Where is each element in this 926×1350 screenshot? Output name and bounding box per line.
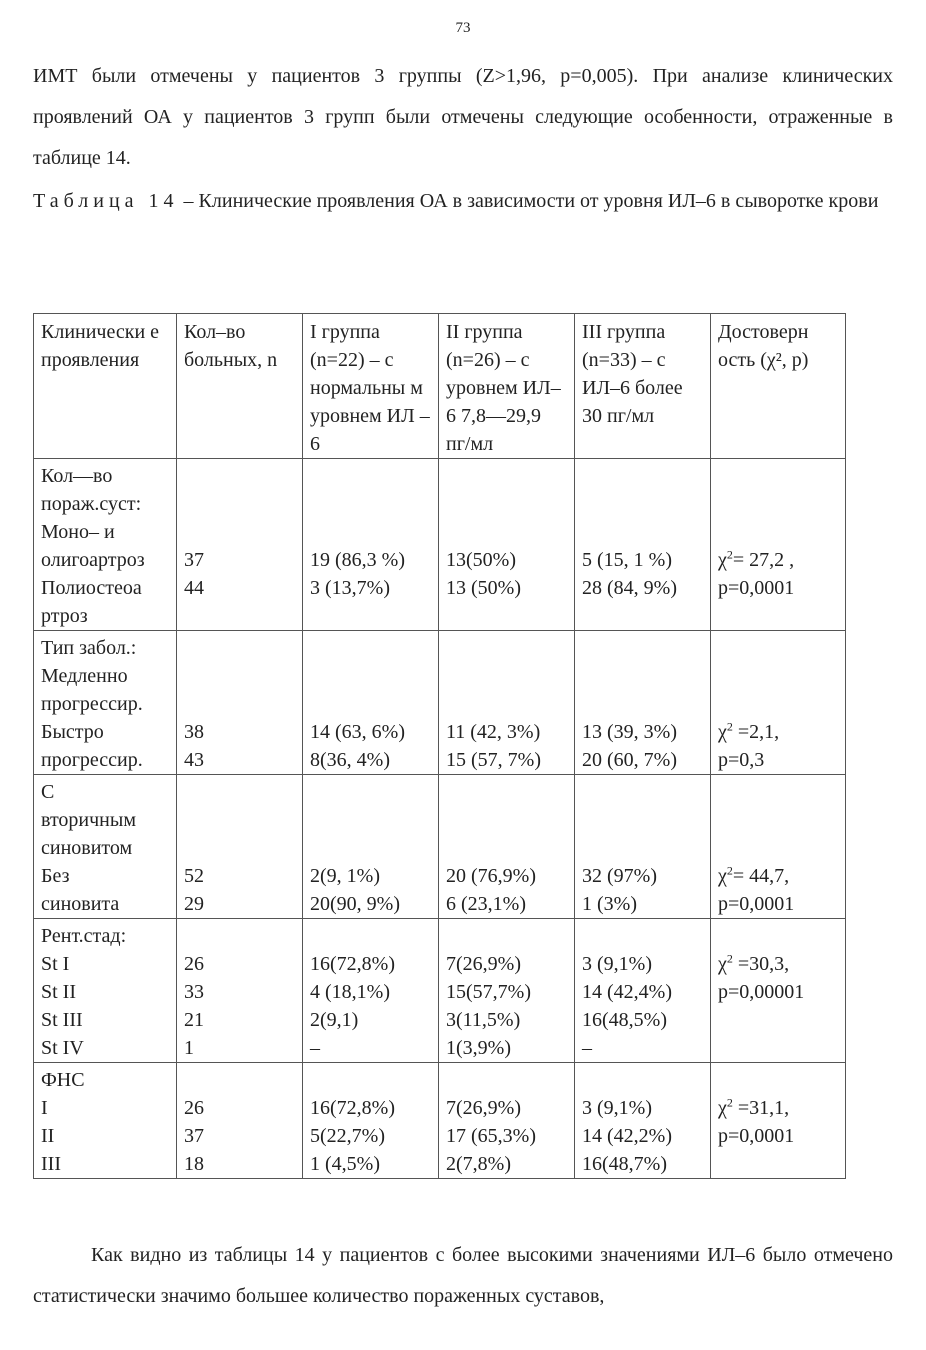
header-cell xyxy=(711,314,846,459)
cell-line: синовита xyxy=(41,893,120,915)
cell-lines xyxy=(446,634,570,774)
group-3-cell xyxy=(575,919,711,1063)
cell-line: 1(3,9%) xyxy=(446,1037,511,1059)
cell-lines xyxy=(310,922,434,1062)
cell-line: прогрессир. xyxy=(41,749,143,771)
header-text: I группа (n=22) – с нормальны м уровнем ИЛ –6 xyxy=(310,321,430,455)
cell-line: 13 (39, 3%) xyxy=(582,721,677,743)
header-text: Достоверн ость (χ², р) xyxy=(718,321,809,371)
spacer-line xyxy=(446,662,570,690)
header-text: III группа (n=33) – с ИЛ–6 более 30 пг/мл xyxy=(582,321,683,427)
cell-line: 1 (3%) xyxy=(582,893,637,915)
cell-line: 19 (86,3 %) xyxy=(310,549,405,571)
page-number: 73 xyxy=(455,20,471,36)
cell-line: 16(72,8%) xyxy=(310,1097,395,1119)
patient-count-cell xyxy=(177,775,303,919)
spacer-line xyxy=(310,922,434,950)
spacer-line xyxy=(582,518,706,546)
cell-line: олигоартроз xyxy=(41,549,145,571)
cell-line: 21 xyxy=(184,1009,204,1031)
cell-line: 20 (60, 7%) xyxy=(582,749,677,771)
cell-line: I xyxy=(41,1097,48,1119)
cell-line: Тип забол.: xyxy=(41,637,137,659)
spacer-line xyxy=(446,1066,570,1094)
cell-line: 52 xyxy=(184,865,204,887)
spacer-line xyxy=(582,634,706,662)
spacer-line xyxy=(582,834,706,862)
cell-line: 5 (15, 1 %) xyxy=(582,549,672,571)
cell-lines xyxy=(41,922,172,1062)
cell-line: 28 (84, 9%) xyxy=(582,577,677,599)
patient-count-cell xyxy=(177,459,303,631)
cell-lines xyxy=(582,1066,706,1178)
cell-line: p=0,00001 xyxy=(718,981,805,1003)
cell-lines xyxy=(582,778,706,918)
cell-lines xyxy=(41,634,172,774)
cell-line: 26 xyxy=(184,953,204,975)
group-2-cell xyxy=(439,459,575,631)
spacer-line xyxy=(718,518,841,546)
cell-line: 18 xyxy=(184,1153,204,1175)
spacer-line xyxy=(446,490,570,518)
cell-lines xyxy=(41,462,172,630)
cell-lines xyxy=(41,1066,172,1178)
spacer-line xyxy=(582,690,706,718)
table-row xyxy=(34,775,846,919)
spacer-line xyxy=(718,778,841,806)
clinical-manifestations-table xyxy=(33,313,846,1179)
group-3-cell xyxy=(575,631,711,775)
group-1-cell xyxy=(303,1063,439,1179)
significance-cell xyxy=(711,775,846,919)
cell-line: Рент.стад: xyxy=(41,925,127,947)
significance-cell xyxy=(711,919,846,1063)
cell-line: 3 (13,7%) xyxy=(310,577,390,599)
significance-cell xyxy=(711,1063,846,1179)
group-2-cell xyxy=(439,775,575,919)
cell-lines xyxy=(582,462,706,602)
cell-line: 3 (9,1%) xyxy=(582,953,652,975)
spacer-line xyxy=(718,834,841,862)
header-text: II группа (n=26) – с уровнем ИЛ–6 7,8—29,9 пг/мл xyxy=(446,321,561,455)
spacer-line xyxy=(718,634,841,662)
group-1-cell xyxy=(303,775,439,919)
spacer-line xyxy=(184,834,298,862)
cell-line: St III xyxy=(41,1009,83,1031)
group-1-cell xyxy=(303,631,439,775)
table-body xyxy=(34,459,846,1179)
header-cell xyxy=(34,314,177,459)
cell-line: 16(48,5%) xyxy=(582,1009,667,1031)
cell-line: 14 (42,2%) xyxy=(582,1125,672,1147)
cell-line: 17 (65,3%) xyxy=(446,1125,536,1147)
spacer-line xyxy=(718,462,841,490)
row-label-cell xyxy=(34,459,177,631)
cell-lines xyxy=(446,778,570,918)
spacer-line xyxy=(310,1066,434,1094)
spacer-line xyxy=(184,778,298,806)
cell-lines xyxy=(184,462,298,602)
row-label-cell xyxy=(34,919,177,1063)
group-2-cell xyxy=(439,919,575,1063)
cell-line: $\chi^2 =31,1$, xyxy=(718,1095,790,1119)
group-3-cell xyxy=(575,775,711,919)
spacer-line xyxy=(446,834,570,862)
cell-lines xyxy=(446,922,570,1062)
spacer-line xyxy=(184,806,298,834)
spacer-line xyxy=(184,462,298,490)
spacer-line xyxy=(582,1066,706,1094)
spacer-line xyxy=(310,490,434,518)
spacer-line xyxy=(310,518,434,546)
cell-line: 16(72,8%) xyxy=(310,953,395,975)
patient-count-cell xyxy=(177,631,303,775)
table-caption-text: – Клинические проявления ОА в зависимости от уровня ИЛ–6 в сыворотке крови xyxy=(178,190,879,212)
cell-line: 43 xyxy=(184,749,204,771)
cell-line: – xyxy=(310,1037,320,1059)
group-3-cell xyxy=(575,459,711,631)
cell-lines xyxy=(184,922,298,1062)
cell-line: p=0,0001 xyxy=(718,893,795,915)
cell-line: С xyxy=(41,781,55,803)
spacer-line xyxy=(446,634,570,662)
spacer-line xyxy=(718,690,841,718)
table-caption-label: Таблица 14 xyxy=(33,190,179,212)
cell-line: 5(22,7%) xyxy=(310,1125,385,1147)
header-text: Клинически е проявления xyxy=(41,321,160,371)
cell-line: – xyxy=(582,1037,592,1059)
cell-line: 2(9,1) xyxy=(310,1009,359,1031)
cell-line: III xyxy=(41,1153,61,1175)
cell-line: 7(26,9%) xyxy=(446,1097,521,1119)
group-2-cell xyxy=(439,631,575,775)
spacer-line xyxy=(310,634,434,662)
table-row xyxy=(34,919,846,1063)
cell-line: p=0,0001 xyxy=(718,577,795,599)
spacer-line xyxy=(310,806,434,834)
group-1-cell xyxy=(303,919,439,1063)
cell-lines xyxy=(582,634,706,774)
cell-line: 32 (97%) xyxy=(582,865,657,887)
spacer-line xyxy=(310,462,434,490)
cell-line: p=0,3 xyxy=(718,749,765,771)
row-label-cell xyxy=(34,1063,177,1179)
cell-line: 13 (50%) xyxy=(446,577,521,599)
cell-line: 15(57,7%) xyxy=(446,981,531,1003)
spacer-line xyxy=(582,490,706,518)
spacer-line xyxy=(582,462,706,490)
cell-line: Медленно xyxy=(41,665,128,687)
cell-line: St II xyxy=(41,981,76,1003)
cell-line: 6 (23,1%) xyxy=(446,893,526,915)
significance-cell xyxy=(711,459,846,631)
spacer-line xyxy=(184,634,298,662)
cell-line: 8(36, 4%) xyxy=(310,749,390,771)
spacer-line xyxy=(184,662,298,690)
cell-line: 3 (9,1%) xyxy=(582,1097,652,1119)
cell-line: $\chi^2 =30,3$, xyxy=(718,951,790,975)
cell-line: ФНС xyxy=(41,1069,85,1091)
cell-lines xyxy=(718,1066,841,1150)
patient-count-cell xyxy=(177,1063,303,1179)
paragraph-intro: ИМТ были отмечены у пациентов 3 группы (Z>1,96, p=0,005). При анализе клинических проявлений ОА у пациентов 3 групп были отмечены следующие особенности, отраженные в таблице 14. xyxy=(33,65,893,169)
cell-lines xyxy=(718,462,841,602)
header-text: Кол–во больных, n xyxy=(184,321,278,371)
spacer-line xyxy=(718,806,841,834)
spacer-line xyxy=(446,518,570,546)
table-header-row xyxy=(34,314,846,459)
spacer-line xyxy=(184,490,298,518)
cell-line: вторичным xyxy=(41,809,136,831)
paragraph-conclusion: Как видно из таблицы 14 у пациентов с более высокими значениями ИЛ–6 было отмечено статистически значимо большее количество пораженных суставов, xyxy=(33,1244,893,1307)
cell-lines xyxy=(184,1066,298,1178)
cell-line: 15 (57, 7%) xyxy=(446,749,541,771)
cell-line: 11 (42, 3%) xyxy=(446,721,541,743)
spacer-line xyxy=(310,662,434,690)
cell-lines xyxy=(718,922,841,1006)
significance-cell xyxy=(711,631,846,775)
spacer-line xyxy=(446,922,570,950)
cell-line: 26 xyxy=(184,1097,204,1119)
spacer-line xyxy=(184,518,298,546)
cell-line: 1 (4,5%) xyxy=(310,1153,380,1175)
cell-line: $\chi^2= 44,7$, xyxy=(718,863,790,887)
cell-line: $\chi^2 =2,1$, xyxy=(718,719,780,743)
cell-line: Моно– и xyxy=(41,521,115,543)
row-label-cell xyxy=(34,775,177,919)
spacer-line xyxy=(582,806,706,834)
group-1-cell xyxy=(303,459,439,631)
spacer-line xyxy=(582,662,706,690)
cell-lines xyxy=(310,634,434,774)
cell-line: 2(9, 1%) xyxy=(310,865,380,887)
cell-line: 3(11,5%) xyxy=(446,1009,521,1031)
header-cell xyxy=(303,314,439,459)
cell-lines xyxy=(310,1066,434,1178)
row-label-cell xyxy=(34,631,177,775)
cell-line: Быстро xyxy=(41,721,104,743)
spacer-line xyxy=(718,1066,841,1094)
header-cell xyxy=(177,314,303,459)
cell-line: 16(48,7%) xyxy=(582,1153,667,1175)
cell-line: Полиостеоа xyxy=(41,577,142,599)
cell-line: Кол—во xyxy=(41,465,113,487)
cell-line: 20(90, 9%) xyxy=(310,893,400,915)
cell-line: 14 (42,4%) xyxy=(582,981,672,1003)
header-cell xyxy=(575,314,711,459)
spacer-line xyxy=(582,922,706,950)
group-2-cell xyxy=(439,1063,575,1179)
cell-line: 33 xyxy=(184,981,204,1003)
cell-line: 37 xyxy=(184,1125,204,1147)
spacer-line xyxy=(718,922,841,950)
cell-line: 13(50%) xyxy=(446,549,516,571)
cell-lines xyxy=(718,634,841,774)
patient-count-cell xyxy=(177,919,303,1063)
spacer-line xyxy=(310,778,434,806)
spacer-line xyxy=(446,462,570,490)
cell-line: прогрессир. xyxy=(41,693,143,715)
group-3-cell xyxy=(575,1063,711,1179)
cell-lines xyxy=(41,778,172,918)
cell-line: 2(7,8%) xyxy=(446,1153,511,1175)
cell-line: 38 xyxy=(184,721,204,743)
cell-line: 7(26,9%) xyxy=(446,953,521,975)
cell-line: 37 xyxy=(184,549,204,571)
cell-lines xyxy=(582,922,706,1062)
spacer-line xyxy=(446,690,570,718)
cell-line: 20 (76,9%) xyxy=(446,865,536,887)
cell-lines xyxy=(184,778,298,918)
cell-line: 4 (18,1%) xyxy=(310,981,390,1003)
spacer-line xyxy=(184,690,298,718)
table-row xyxy=(34,459,846,631)
cell-line: синовитом xyxy=(41,837,133,859)
cell-line: 29 xyxy=(184,893,204,915)
cell-lines xyxy=(310,778,434,918)
cell-lines xyxy=(446,462,570,602)
cell-line: Без xyxy=(41,865,70,887)
cell-line: ртроз xyxy=(41,605,88,627)
cell-line: 14 (63, 6%) xyxy=(310,721,405,743)
spacer-line xyxy=(310,834,434,862)
header-cell xyxy=(439,314,575,459)
cell-lines xyxy=(718,778,841,918)
cell-line: II xyxy=(41,1125,55,1147)
spacer-line xyxy=(184,1066,298,1094)
spacer-line xyxy=(718,662,841,690)
table-caption xyxy=(33,181,893,222)
spacer-line xyxy=(184,922,298,950)
spacer-line xyxy=(446,778,570,806)
cell-line: 1 xyxy=(184,1037,194,1059)
cell-line: $\chi^2= 27,2$ , xyxy=(718,547,795,571)
spacer-line xyxy=(718,490,841,518)
cell-line: 44 xyxy=(184,577,204,599)
spacer-line xyxy=(310,690,434,718)
table-row xyxy=(34,1063,846,1179)
table-row xyxy=(34,631,846,775)
spacer-line xyxy=(582,778,706,806)
cell-lines xyxy=(184,634,298,774)
cell-lines xyxy=(446,1066,570,1178)
cell-line: p=0,0001 xyxy=(718,1125,795,1147)
cell-lines xyxy=(310,462,434,602)
cell-line: пораж.суст: xyxy=(41,493,142,515)
cell-line: St I xyxy=(41,953,70,975)
spacer-line xyxy=(446,806,570,834)
cell-line: St IV xyxy=(41,1037,84,1059)
